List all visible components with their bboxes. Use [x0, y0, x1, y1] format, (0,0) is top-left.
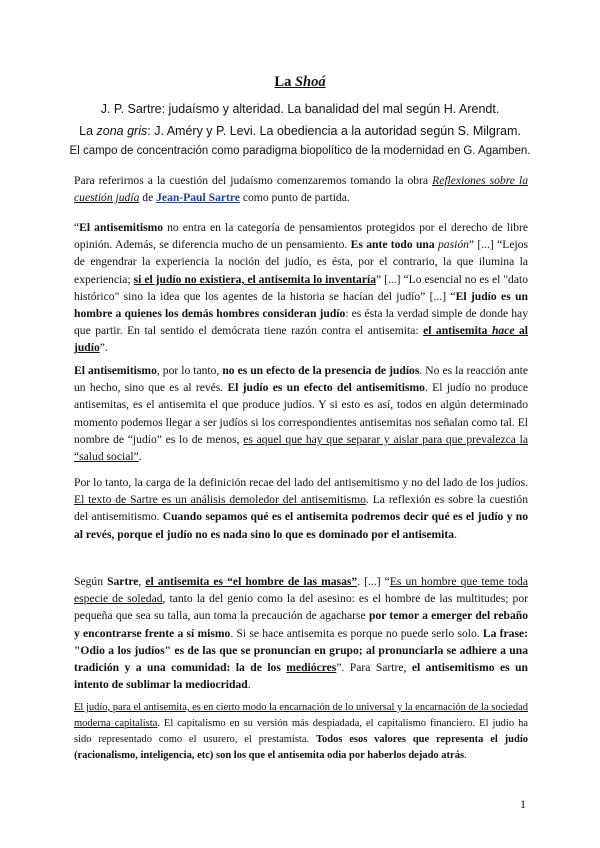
paragraph-intro [74, 172, 528, 206]
title-prefix: La [274, 74, 295, 90]
subtitle-line-2 [0, 124, 600, 138]
bold-underline-run: si el judío no existiera, el antisemita lo inventaría [133, 272, 377, 286]
underline-run: El judío, para el antisemita, es en cierto modo la encarnación de lo universal y la encarnación de la sociedad moderna capitalista [74, 702, 528, 729]
bold-run: Es ante todo una [350, 238, 438, 252]
bold-underline-run: al judío [74, 324, 529, 355]
underline-run: Es un hombre que teme toda especie de soledad [74, 575, 528, 606]
subtitle-2-italic: zona gris [96, 124, 148, 138]
text-run: . [...] “ [357, 575, 390, 588]
bold-run: El antisemitismo [79, 221, 164, 234]
text-run: . [454, 527, 457, 541]
bold-run: El judío es un efecto del antisemitismo [227, 381, 425, 395]
paragraph-definition [74, 474, 528, 543]
subtitle-2-part: La [79, 124, 97, 138]
text-run: Para referirnos a la cuestión del judaísmo comenzaremos tomando la obra [74, 174, 433, 187]
text-run: . [138, 450, 142, 464]
bold-run: Todos esos valores que representa el judío (racionalismo, inteligencia, etc) son los que el antisemita odia por haberlos dejado atrás [74, 734, 528, 761]
bold-run: Sartre [107, 575, 139, 588]
text-run: . El judío no produce antisemitas, es el antisemita el que produce judíos. Y si esto es así, todos en algún determinado momento podemos llegar a ser judíos si los correspondientes antisemitas nos señalan como tal. El nombre de “judío” es lo de menos, [74, 381, 528, 446]
bold-underline-run: el antisemita es “el hombre de las masas” [145, 575, 358, 588]
text-run: . [247, 678, 251, 692]
text-run: . No es la reacción ante un hecho, sino que es al revés. [74, 364, 529, 395]
text-run: ”. [99, 341, 108, 355]
title-italic: Shoá [294, 74, 326, 90]
bold-run: no es un efecto de la presencia de judíos [222, 364, 420, 377]
page-title [0, 74, 600, 91]
text-run: de [139, 191, 157, 205]
subtitle-line-1: J. P. Sartre: judaísmo y alteridad. La banalidad del mal según H. Arendt. [100, 102, 500, 116]
bold-run: por temor a emerger del rebaño y encontrarse frente a sí mismo [74, 609, 528, 640]
subtitle-2-part: : J. Améry y P. Levi. La obediencia a la autoridad según S. Milgram. [147, 124, 521, 138]
subtitle-line-3: El campo de concentración como paradigma biopolítico de la modernidad en G. Agamben. [69, 145, 531, 157]
paragraph-capitalism [74, 700, 528, 764]
text-run: : es ésta la verdad simple de donde hay que partir. En tal sentido el demócrata tiene razón contra el antisemita: [74, 307, 528, 338]
bold-underline-run: el antisemita [423, 324, 492, 338]
text-run: , [138, 575, 146, 588]
text-run: Por lo tanto, la carga de la definición recae del lado del antisemitismo y no del lado de los judíos. [74, 476, 528, 489]
bold-run: El antisemitismo [74, 364, 157, 377]
text-run: . [464, 750, 467, 761]
underline-run: El texto de Sartre es un análisis demoledor del antisemitismo [74, 493, 366, 507]
text-run: “ [74, 221, 80, 234]
bold-run: el antisemitismo es un intento de sublimar la mediocridad [74, 661, 529, 692]
page-number: 1 [520, 797, 526, 811]
author-link[interactable]: Jean-Paul Sartre [156, 191, 240, 205]
paragraph-quote [74, 219, 528, 357]
bold-run: Cuando sepamos qué es el antisemita podremos decir qué es el judío y no al revés, porque el judío no es nada sino lo que es dominado por el antisemita [74, 510, 528, 541]
bold-underline-italic-run: hace [491, 324, 515, 338]
text-run: , tanto la del genio como la del asesino: es el hombre de las multitudes; por pequeña que sea su talla, aun toma la precaución de agacharse [74, 592, 528, 623]
text-run: , por lo tanto, [156, 364, 223, 377]
book-title-link[interactable]: Reflexiones sobre la cuestión judía [74, 174, 528, 205]
text-run: ”. Para Sartre, [336, 661, 412, 675]
underline-run: es aquel que hay que separar y aislar para que prevalezca la “salud social” [74, 432, 528, 464]
text-run: como punto de partida. [239, 191, 350, 205]
paragraph-masses [74, 573, 528, 693]
text-run: . El capitalismo en su versión más despiadada, el capitalismo financiero. El judío ha sido representado como el usurero, el prestamista. [74, 718, 528, 745]
bold-underline-run: mediócres [286, 661, 337, 675]
text-run: . Si se hace antisemita es porque no puede serlo solo. [230, 626, 483, 640]
text-run: ” [...] “Lejos de engendrar la experiencia la noción del judío, es ésta, por el contrario, la que ilumina la experiencia; [74, 238, 529, 286]
bold-run: El judío es un hombre a quienes los demás hombres consideran judío [74, 289, 528, 321]
paragraph-antisemitism-effect [74, 362, 528, 465]
text-run: no entra en la categoría de pensamientos protegidos por el derecho de libre opinión. Además, se diferencia mucho de un pensamiento. [74, 221, 528, 252]
italic-run: pasión [438, 238, 469, 252]
bold-run: La frase: "Odio a los judíos" es de las que se pronuncian en grupo; al pronunciarla se adhiere a una tradición y a una comunidad: la de los [74, 626, 528, 675]
text-run: ” [...] “Lo esencial no es el "dato histórico" sino la idea que los agentes de la historia se hacían del judío” [...] “ [74, 272, 529, 303]
text-run: Según [74, 575, 108, 588]
text-run: . La reflexión es sobre la cuestión del antisemitismo. [74, 493, 528, 524]
